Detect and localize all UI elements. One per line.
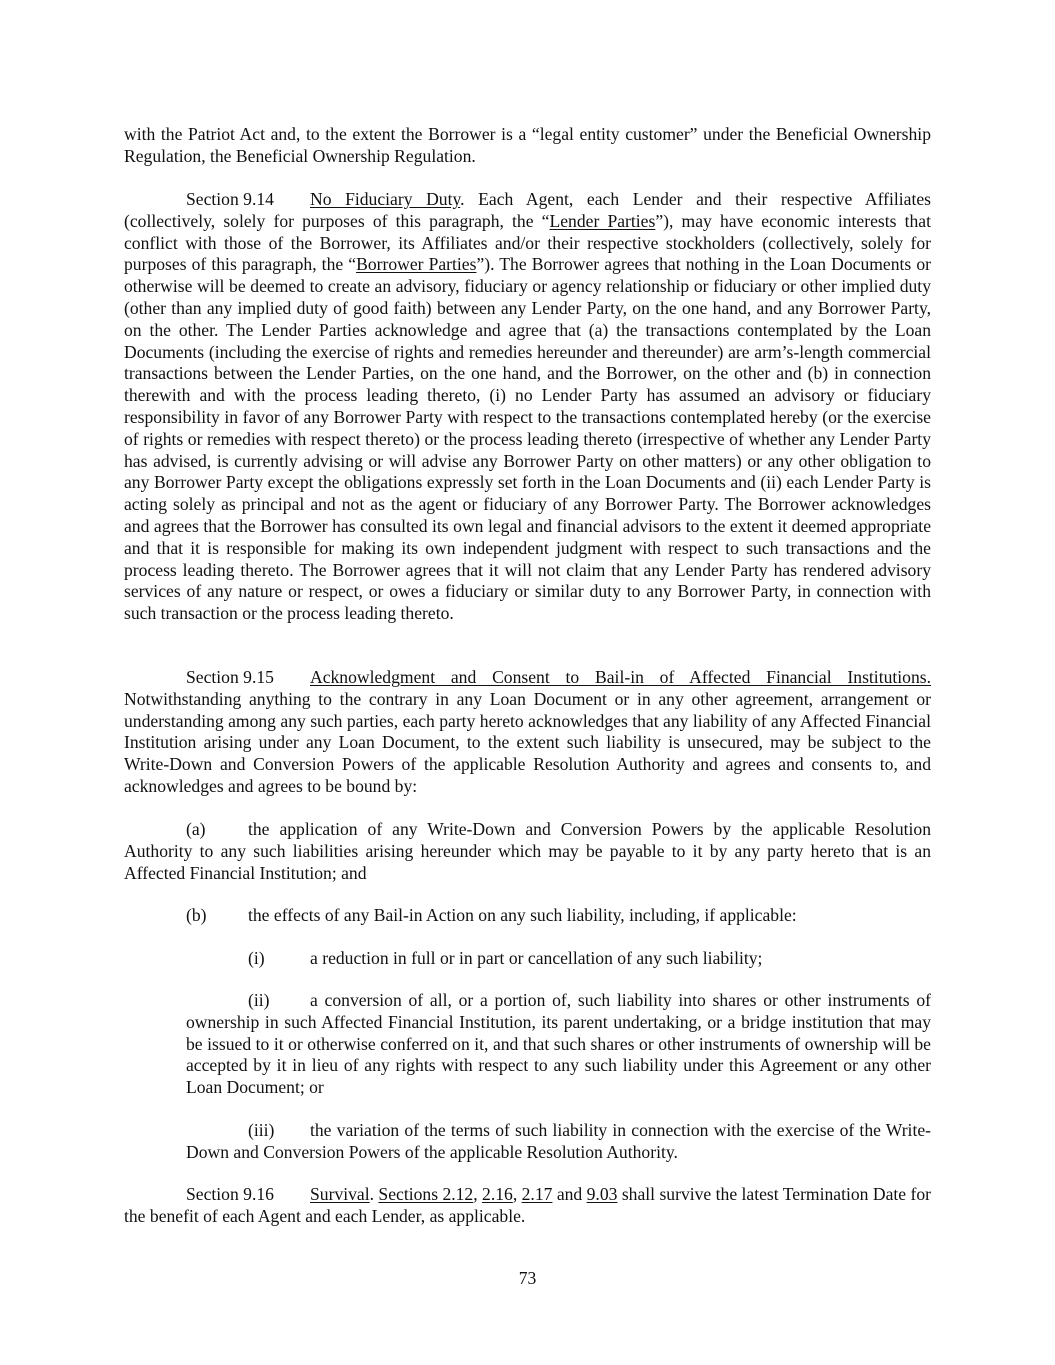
section-9-14-text-1: . Each Agent, each Lender and their respective Affiliates (collectively, solely for purposes of this paragraph, the “ (124, 189, 931, 231)
clause-iii (186, 1120, 931, 1164)
defined-term-lender-parties: Lender Parties (549, 210, 656, 231)
clause-i (248, 948, 762, 970)
ref-separator-1: , (473, 1184, 483, 1204)
section-ref-2-16: 2.16 (482, 1184, 513, 1204)
clause-ii-label: (ii) (248, 990, 270, 1010)
section-9-14 (124, 189, 931, 625)
clause-a-text: the application of any Write-Down and Conversion Powers by the applicable Resolution Authority to any such liabilities arising hereunder which may be payable to it by any party hereto that is an Affected Financial Institution; and (124, 819, 931, 883)
section-9-14-text-2: ”), may have economic interests that conflict with those of the Borrower, its Affiliates and/or their respective stockholders (collectively, solely for purposes of this paragraph, the “ (124, 210, 931, 275)
section-9-14-number: Section 9.14 (186, 189, 274, 209)
section-9-16-number: Section 9.16 (186, 1184, 274, 1204)
section-9-14-paragraph (124, 189, 931, 625)
section-9-15-body: Notwithstanding anything to the contrary in any Loan Document or in any other agreement, arrangement or understanding among any such parties, each party hereto acknowledges that any liability of any Affected Financial Institution arising under any Loan Document, to the extent such liability is unsecured, may be subject to the Write-Down and Conversion Powers of the applicable Resolution Authority and agrees and consents to, and acknowledges and agrees to be bound by: (124, 688, 931, 796)
section-9-15-title: Acknowledgment and Consent to Bail-in of Affected Financial Institutions. (310, 667, 931, 687)
ref-separator-2: , (512, 1184, 522, 1204)
section-9-16 (124, 1184, 931, 1228)
intro-text: with the Patriot Act and, to the extent the Borrower is a “legal entity customer” under the Beneficial Ownership Regulation, the Beneficial Ownership Regulation. (124, 124, 931, 166)
clause-i-text: a reduction in full or in part or cancellation of any such liability; (310, 948, 763, 968)
intro-paragraph (124, 124, 931, 168)
section-9-16-title: Survival (310, 1184, 370, 1204)
defined-term-borrower-parties: Borrower Parties (356, 254, 477, 275)
clause-a-label: (a) (186, 819, 206, 839)
section-9-15-paragraph (124, 667, 931, 798)
section-9-16-text-1: . (369, 1184, 379, 1204)
clause-iii-text: the variation of the terms of such liability in connection with the exercise of the Write-Down and Conversion Powers of the applicable Resolution Authority. (186, 1120, 931, 1162)
clause-b (186, 905, 797, 927)
section-9-14-title: No Fiduciary Duty (310, 189, 461, 209)
section-ref-2-12: Sections 2.12 (378, 1184, 474, 1204)
clause-b-label: (b) (186, 905, 207, 925)
section-ref-2-17: 2.17 (521, 1184, 553, 1204)
section-9-14-text-3: ”). The Borrower agrees that nothing in the Loan Documents or otherwise will be deemed to create an advisory, fiduciary or agency relationship or fiduciary or other implied duty (other than any implied duty of good faith) between any Lender Party, on the one hand, and any Borrower Party, on the other. The Lender Parties acknowledge and agree that (a) the transactions contemplated by the Loan Documents (including the exercise of rights and remedies hereunder and thereunder) are arm’s-length commercial transactions between the Lender Parties, on the one hand, and the Borrower, on the other and (b) in connection therewith and with the process leading thereto, (i) no Lender Party has assumed an advisory or fiduciary responsibility in favor of any Borrower Party with respect to the transactions contemplated hereby (or the exercise of rights or remedies with respect thereto) or the process leading thereto (irrespective of whether any Lender Party has advised, is currently advising or will advise any Borrower Party on other matters) or any other obligation to any Borrower Party except the obligations expressly set forth in the Loan Documents and (ii) each Lender Party is acting solely as principal and not as the agent or fiduciary of any Borrower Party. The Borrower acknowledges and agrees that the Borrower has consulted its own legal and financial advisors to the extent it deemed appropriate and that it is responsible for making its own independent judgment with respect to such transactions and the process leading thereto. The Borrower agrees that it will not claim that any Lender Party has rendered advisory services of any nature or respect, or owes a fiduciary or similar duty to any Borrower Party, in connection with such transaction or the process leading thereto. (124, 254, 932, 624)
clause-a (124, 819, 931, 884)
page-number: 73 (518, 1268, 537, 1288)
section-9-15-number: Section 9.15 (186, 667, 274, 687)
section-9-16-paragraph (124, 1184, 931, 1228)
clause-b-text: the effects of any Bail-in Action on any such liability, including, if applicable: (248, 905, 797, 925)
section-ref-9-03: 9.03 (586, 1184, 618, 1204)
clause-iii-label: (iii) (248, 1120, 275, 1140)
clause-i-label: (i) (248, 948, 265, 968)
clause-ii (186, 990, 931, 1099)
ref-separator-3: and (552, 1184, 587, 1204)
clause-ii-text: a conversion of all, or a portion of, such liability into shares or other instruments of ownership in such Affected Financial Institution, its parent undertaking, or a bridge institution that may be issued to it or otherwise conferred on it, and that such shares or other instruments of ownership will be accepted by it in lieu of any rights with respect to any such liability under this Agreement or any other Loan Document; or (186, 990, 931, 1098)
section-9-15 (124, 667, 931, 798)
section-9-16-text-2: shall survive the latest Termination Date for the benefit of each Agent and each Lender, as applicable. (124, 1184, 931, 1226)
